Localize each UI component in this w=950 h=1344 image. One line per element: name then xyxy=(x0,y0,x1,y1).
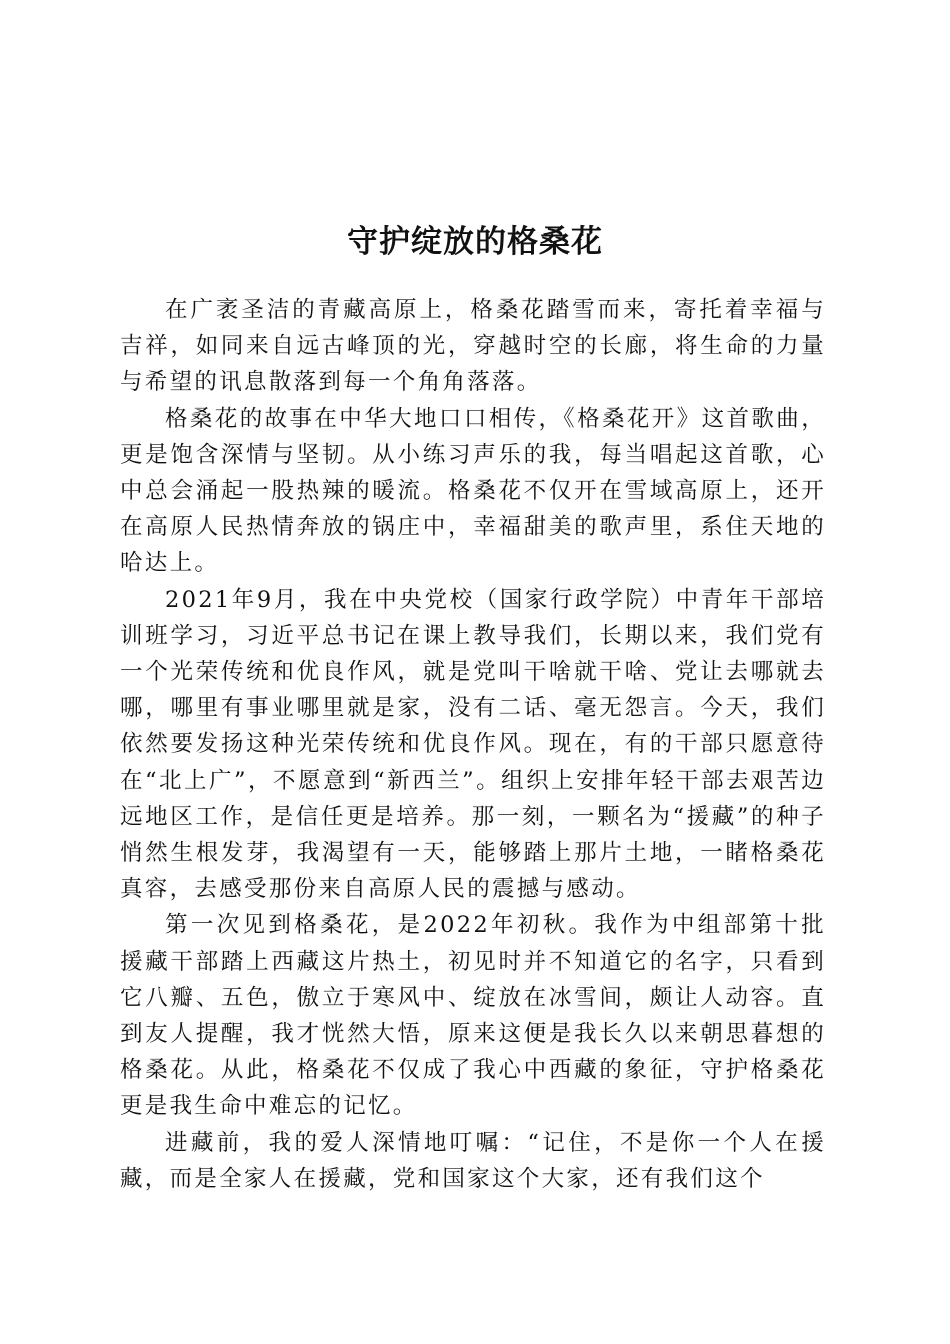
document-title: 守护绽放的格桑花 xyxy=(347,223,603,260)
paragraph-3: 2021年9月，我在中央党校（国家行政学院）中青年干部培训班学习，习近平总书记在课上教导我们，长期以来，我们党有一个光荣传统和优良作风，就是党叫干啥就干啥、党让去哪就去哪，哪里有事业哪里就是家，没有二话、毫无怨言。今天，我们依然要发扬这种光荣传统和优良作风。现在，有的干部只愿意待在“北上广”，不愿意到“新西兰”。组织上安排年轻干部去艰苦边远地区工作，是信任更是培养。那一刻，一颗名为“援藏”的种子悄然生根发芽，我渴望有一天，能够踏上那片土地，一睹格桑花真容，去感受那份来自高原人民的震撼与感动。 xyxy=(120,586,826,903)
document-body xyxy=(120,292,826,1197)
paragraph-2: 格桑花的故事在中华大地口口相传，《格桑花开》这首歌曲，更是饱含深情与坚韧。从小练习声乐的我，每当唱起这首歌，心中总会涌起一股热辣的暖流。格桑花不仅开在雪域高原上，还开在高原人民热情奔放的锅庄中，幸福甜美的歌声里，系住天地的哈达上。 xyxy=(120,405,826,577)
paragraph-4: 第一次见到格桑花，是2022年初秋。我作为中组部第十批援藏干部踏上西藏这片热土，初见时并不知道它的名字，只看到它八瓣、五色，傲立于寒风中、绽放在冰雪间，颇让人动容。直到友人提醒，我才恍然大悟，原来这便是我长久以来朝思暮想的格桑花。从此，格桑花不仅成了我心中西藏的象征，守护格桑花更是我生命中难忘的记忆。 xyxy=(120,912,826,1120)
paragraph-5: 进藏前，我的爱人深情地叮嘱：“记住，不是你一个人在援藏，而是全家人在援藏，党和国家这个大家，还有我们这个 xyxy=(120,1129,826,1192)
paragraph-1: 在广袤圣洁的青藏高原上，格桑花踏雪而来，寄托着幸福与吉祥，如同来自远古峰顶的光，穿越时空的长廊，将生命的力量与希望的讯息散落到每一个角角落落。 xyxy=(120,297,826,396)
